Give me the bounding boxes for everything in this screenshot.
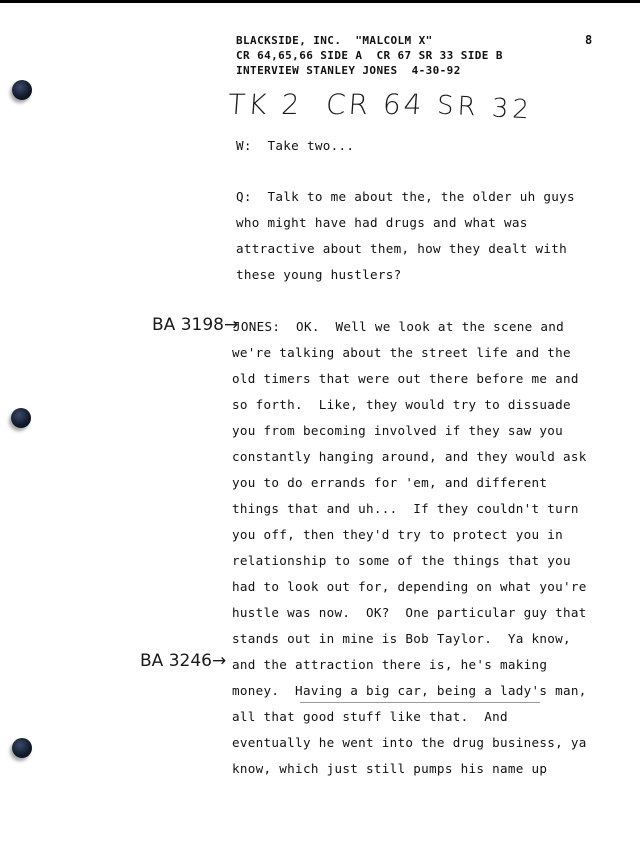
margin-note-timecode-2: BA 3246→ — [140, 651, 227, 671]
pencil-underline — [300, 702, 540, 703]
answer-line: all that good stuff like that. And — [232, 709, 508, 724]
answer-line: hustle was now. OK? One particular guy that — [232, 605, 587, 620]
header-interview: INTERVIEW STANLEY JONES 4-30-92 — [236, 64, 461, 77]
handwritten-tape-roll: TK 2 CR 64 — [226, 88, 426, 121]
answer-line: and the attraction there is, he's making — [232, 657, 548, 672]
answer-line: old timers that were out there before me and — [232, 371, 579, 386]
answer-line: know, which just still pumps his name up — [232, 761, 548, 776]
answer-line: so forth. Like, they would try to dissuade — [232, 397, 571, 412]
question-line: who might have had drugs and what was — [236, 215, 528, 230]
punch-hole-top — [12, 80, 32, 100]
punch-hole-bottom — [12, 738, 32, 758]
document-header — [236, 33, 503, 78]
answer-line: relationship to some of the things that you — [232, 553, 571, 568]
margin-note-timecode-1: BA 3198→ — [152, 315, 239, 335]
answer-line: constantly hanging around, and they would ask — [232, 449, 587, 464]
answer-line: you off, then they'd try to protect you in — [232, 527, 564, 542]
answer-line: you to do errands for 'em, and different — [232, 475, 548, 490]
answer-line: things that and uh... If they couldn't turn — [232, 501, 579, 516]
answer-line: stands out in mine is Bob Taylor. Ya know, — [232, 631, 571, 646]
answer-line: money. Having a big car, being a lady's man, — [232, 683, 587, 698]
page-number: 8 — [585, 33, 593, 47]
handwritten-sound-roll: SR 32 — [436, 90, 534, 126]
answer-first-line: JONES: OK. Well we look at the scene and — [233, 319, 565, 334]
answer-line: eventually he went into the drug business, ya — [232, 735, 587, 750]
question-line: these young hustlers? — [236, 267, 402, 282]
answer-line: we're talking about the street life and the — [232, 345, 571, 360]
header-title: BLACKSIDE, INC. "MALCOLM X" — [236, 34, 433, 47]
w-line: W: Take two... — [236, 138, 355, 153]
header-rolls: CR 64,65,66 SIDE A CR 67 SR 33 SIDE B — [236, 49, 503, 62]
question-line: attractive about them, how they dealt with — [236, 241, 568, 256]
question-line: Q: Talk to me about the, the older uh guys — [236, 189, 575, 204]
answer-line: you from becoming involved if they saw you — [232, 423, 564, 438]
answer-line: had to look out for, depending on what you're — [232, 579, 587, 594]
punch-hole-middle — [11, 408, 31, 428]
scan-top-edge — [0, 0, 640, 3]
